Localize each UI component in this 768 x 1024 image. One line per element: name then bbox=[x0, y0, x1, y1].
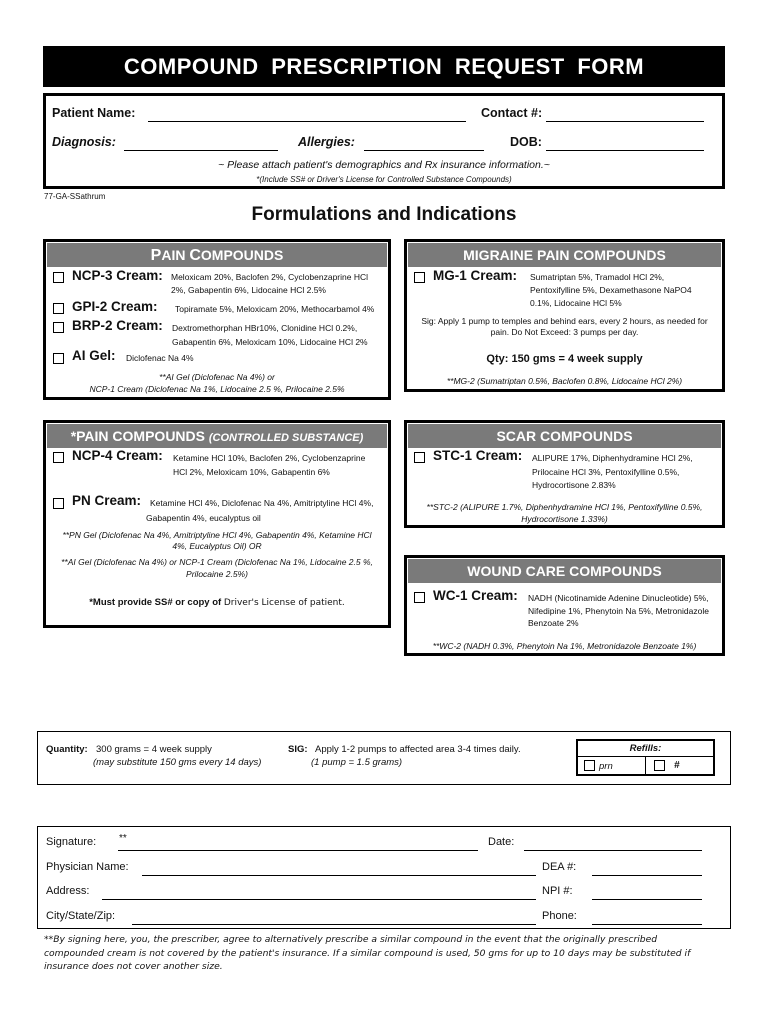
dea-label: DEA #: bbox=[542, 861, 577, 873]
pain-controlled-note-1: **PN Gel (Diclofenac Na 4%, Amitriptyline HCl 4%, Gabapentin 4%, Ketamine HCl bbox=[62, 530, 372, 540]
scar-compounds-box bbox=[404, 420, 725, 528]
scar-note-2: Hydrocortisone 1.33%) bbox=[521, 514, 608, 524]
ncp4-checkbox[interactable] bbox=[53, 452, 64, 463]
wc1-checkbox[interactable] bbox=[414, 592, 425, 603]
pain-controlled-box bbox=[43, 420, 391, 628]
wc1-desc3: Benzoate 2% bbox=[528, 618, 579, 628]
wc1-name: WC-1 Cream: bbox=[433, 588, 518, 603]
signature-label: Signature: bbox=[46, 836, 97, 848]
stc1-name: STC-1 Cream: bbox=[433, 448, 523, 463]
section-title: Formulations and Indications bbox=[251, 204, 517, 225]
stc1-checkbox[interactable] bbox=[414, 452, 425, 463]
ncp3-desc: Meloxicam 20%, Baclofen 2%, Cyclobenzaprine HCl bbox=[171, 272, 369, 282]
dob-field[interactable] bbox=[546, 137, 704, 151]
ncp3-name: NCP-3 Cream: bbox=[72, 268, 163, 283]
wound-care-header: WOUND CARE COMPOUNDS bbox=[408, 559, 721, 583]
date-field[interactable] bbox=[524, 837, 702, 851]
ai-gel-name: AI Gel: bbox=[72, 348, 116, 363]
npi-label: NPI #: bbox=[542, 885, 573, 897]
mg1-name: MG-1 Cream: bbox=[433, 268, 518, 283]
pain-compounds-header: PAIN COMPOUNDS bbox=[47, 243, 387, 267]
refills-prn-checkbox[interactable] bbox=[584, 760, 595, 771]
dob-label: DOB: bbox=[510, 135, 542, 149]
refills-prn-label: prn bbox=[599, 761, 613, 772]
address-label: Address: bbox=[46, 885, 90, 897]
mg1-sig2: pain. Do Not Exceed: 3 pumps per day. bbox=[490, 327, 639, 337]
diagnosis-label: Diagnosis: bbox=[52, 135, 116, 149]
patient-info-box bbox=[43, 93, 725, 189]
quantity-label: Quantity: bbox=[46, 744, 88, 755]
allergies-field[interactable] bbox=[364, 137, 484, 151]
pn-desc2: Gabapentin 4%, eucalyptus oil bbox=[146, 513, 261, 523]
ai-gel-checkbox[interactable] bbox=[53, 353, 64, 364]
pain-note-2: NCP-1 Cream (Diclofenac Na 1%, Lidocaine 2.5 %, Prilocaine 2.5% bbox=[89, 384, 345, 394]
contact-field[interactable] bbox=[546, 108, 704, 122]
sig-value: Apply 1-2 pumps to affected area 3-4 times daily. bbox=[315, 744, 521, 755]
gpi2-name: GPI-2 Cream: bbox=[72, 299, 158, 314]
quantity-value: 300 grams = 4 week supply bbox=[96, 744, 212, 755]
dea-field[interactable] bbox=[592, 862, 702, 876]
ncp4-name: NCP-4 Cream: bbox=[72, 448, 163, 463]
physician-name-label: Physician Name: bbox=[46, 861, 129, 873]
city-state-zip-field[interactable] bbox=[132, 911, 536, 925]
gpi2-checkbox[interactable] bbox=[53, 303, 64, 314]
pn-name: PN Cream: bbox=[72, 493, 142, 508]
wound-care-box bbox=[404, 555, 725, 656]
brp2-desc2: Gabapentin 6%, Meloxicam 10%, Lidocaine HCl 2% bbox=[172, 337, 368, 347]
contact-label: Contact #: bbox=[481, 106, 543, 120]
prescriber-agreement-note: **By signing here, you, the prescriber, agree to alternatively prescribe a similar compound in the event that the originally prescribed compounded cream is not covered by the patient's insurance. If a similar compound is used, 50 gms for up to 10 days may be substituted if insurance does not cover another size. bbox=[44, 934, 691, 972]
attach-note: ~ Please attach patient's demographics and Rx insurance information.~ bbox=[218, 159, 550, 171]
pain-controlled-note-4: Prilocaine 2.5%) bbox=[186, 569, 248, 579]
brp2-desc: Dextromethorphan HBr10%, Clonidine HCl 0.2%, bbox=[172, 323, 358, 333]
mg1-qty: Qty: 150 gms = 4 week supply bbox=[486, 353, 643, 365]
stc1-desc3: Hydrocortisone 2.83% bbox=[532, 480, 616, 490]
ncp4-desc: Ketamine HCl 10%, Baclofen 2%, Cyclobenzaprine bbox=[173, 453, 366, 463]
pain-controlled-note-2: 4%, Eucalyptus Oil) OR bbox=[172, 541, 262, 551]
pn-checkbox[interactable] bbox=[53, 498, 64, 509]
migraine-compounds-header: MIGRAINE PAIN COMPOUNDS bbox=[408, 243, 721, 267]
scar-note-1: **STC-2 (ALIPURE 1.7%, Diphenhydramine HCl 1%, Pentoxifylline 0.5%, bbox=[426, 502, 703, 512]
migraine-note: **MG-2 (Sumatriptan 0.5%, Baclofen 0.8%, Lidocaine HCl 2%) bbox=[446, 376, 683, 386]
mg1-desc3: 0.1%, Lidocaine HCl 5% bbox=[530, 298, 622, 308]
city-state-zip-label: City/State/Zip: bbox=[46, 910, 116, 922]
wound-note: **WC-2 (NADH 0.3%, Phenytoin Na 1%, Metronidazole Benzoate 1%) bbox=[432, 641, 697, 651]
npi-field[interactable] bbox=[592, 886, 702, 900]
ncp3-checkbox[interactable] bbox=[53, 272, 64, 283]
brp2-checkbox[interactable] bbox=[53, 322, 64, 333]
brp2-name: BRP-2 Cream: bbox=[72, 318, 163, 333]
sig-label: SIG: bbox=[288, 744, 308, 755]
diagnosis-field[interactable] bbox=[124, 137, 278, 151]
patient-name-field[interactable] bbox=[148, 108, 466, 122]
signature-mark: ** bbox=[119, 833, 127, 844]
refills-label: Refills: bbox=[578, 741, 713, 757]
mg1-checkbox[interactable] bbox=[414, 272, 425, 283]
signature-box bbox=[37, 826, 731, 929]
pn-desc: Ketamine HCl 4%, Diclofenac Na 4%, Amitriptyline HCl 4%, bbox=[150, 498, 374, 508]
refills-box bbox=[576, 739, 715, 776]
pain-note-1: **AI Gel (Diclofenac Na 4%) or bbox=[159, 372, 275, 382]
quantity-sub: (may substitute 150 gms every 14 days) bbox=[93, 757, 262, 768]
wc1-desc2: Nifedipine 1%, Phenytoin Na 5%, Metronidazole bbox=[528, 606, 709, 616]
mg1-sig: Sig: Apply 1 pump to temples and behind ears, every 2 hours, as needed for bbox=[421, 316, 708, 326]
ncp3-desc2: 2%, Gabapentin 6%, Lidocaine HCl 2.5% bbox=[171, 285, 326, 295]
mg1-desc2: Pentoxifylline 5%, Dexamethasone NaPO4 bbox=[530, 285, 692, 295]
gpi2-desc: Topiramate 5%, Meloxicam 20%, Methocarbamol 4% bbox=[175, 304, 375, 314]
phone-label: Phone: bbox=[542, 910, 577, 922]
migraine-compounds-box bbox=[404, 239, 725, 392]
wc1-desc: NADH (Nicotinamide Adenine Dinucleotide) 5%, bbox=[528, 593, 709, 603]
form-code: 77-GA-SSathrum bbox=[44, 192, 106, 201]
sig-sub: (1 pump = 1.5 grams) bbox=[311, 757, 403, 768]
stc1-desc2: Prilocaine HCl 3%, Pentoxifylline 0.5%, bbox=[532, 467, 680, 477]
patient-name-label: Patient Name: bbox=[52, 106, 136, 120]
refills-count-checkbox[interactable] bbox=[654, 760, 665, 771]
refills-count-label: # bbox=[674, 760, 680, 771]
form-title: COMPOUND PRESCRIPTION REQUEST FORM bbox=[43, 46, 725, 87]
address-field[interactable] bbox=[102, 886, 536, 900]
pain-controlled-header: *PAIN COMPOUNDS (CONTROLLED SUBSTANCE) bbox=[47, 424, 387, 448]
pain-compounds-box bbox=[43, 239, 391, 400]
signature-field[interactable] bbox=[118, 837, 478, 851]
date-label: Date: bbox=[488, 836, 515, 848]
phone-field[interactable] bbox=[592, 911, 702, 925]
allergies-label: Allergies: bbox=[298, 135, 355, 149]
refills-divider bbox=[645, 757, 646, 774]
physician-name-field[interactable] bbox=[142, 862, 536, 876]
scar-compounds-header: SCAR COMPOUNDS bbox=[408, 424, 721, 448]
pain-controlled-note-3: **AI Gel (Diclofenac Na 4%) or NCP-1 Cream (Diclofenac Na 1%, Lidocaine 2.5 %, bbox=[61, 557, 373, 567]
attach-subnote: *(Include SS# or Driver's License for Controlled Substance Compounds) bbox=[256, 175, 512, 184]
stc1-desc: ALIPURE 17%, Diphenhydramine HCl 2%, bbox=[532, 453, 693, 463]
mg1-desc: Sumatriptan 5%, Tramadol HCl 2%, bbox=[530, 272, 665, 282]
ncp4-desc2: HCl 2%, Meloxicam 10%, Gabapentin 6% bbox=[173, 467, 330, 477]
must-provide-note: *Must provide SS# or copy of Driver's License of patient. bbox=[89, 597, 345, 608]
ai-gel-desc: Diclofenac Na 4% bbox=[126, 353, 194, 363]
